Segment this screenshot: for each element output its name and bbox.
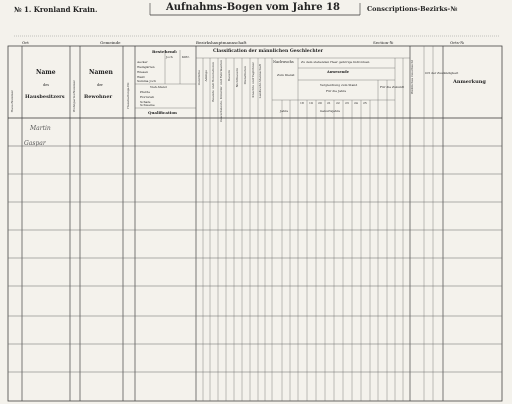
household-number-header: Haushaltungs-Nr. — [126, 82, 130, 109]
property-header: Bestehend: — [152, 49, 178, 54]
present-header: Anwesende — [327, 70, 349, 74]
bezirk-label: Bezirkshauptmannschaft — [196, 40, 247, 45]
class-col: Nichtbauern — [235, 68, 239, 88]
property-row: Weingärten — [137, 65, 155, 69]
residents-header-1: Namen — [89, 69, 113, 76]
jurisdiction-header: Ort der Zuständigkeit — [425, 71, 459, 75]
year-label: 21 — [327, 101, 331, 105]
for-years-header: Für die Jahre — [326, 89, 347, 93]
livestock-row: Schafe — [140, 100, 151, 104]
classification-header: Classification der männlichen Geschlechter — [213, 49, 323, 54]
property-col-joch: Joch — [166, 55, 173, 59]
conscription-district-label: Conscriptions-Bezirks-№ — [367, 5, 458, 13]
year-label: 19 — [309, 101, 313, 105]
property-row: Aecker — [137, 60, 148, 64]
kronland-label: № 1. Kronland Krain. — [14, 5, 98, 14]
year-label: 25 — [363, 101, 367, 105]
property-row: Summa Joch — [137, 79, 157, 83]
service-header: Zum Dienst — [277, 73, 295, 77]
owner-name-header-1: Name — [36, 69, 56, 76]
owner-name-header-2: des — [43, 83, 50, 87]
party-number-header: Wohnpartei-Nummer — [72, 80, 76, 113]
army-header: Zu dem stehenden Heer gehörige Individuen — [301, 60, 370, 64]
class-col: Geistliche — [197, 70, 201, 86]
birth-years-header: Geburtsjahre — [320, 109, 341, 113]
class-col: Dienstboten — [243, 66, 247, 85]
class-col: Landwehr-Mannschaft — [258, 64, 262, 99]
class-col: Knechte und Taglöhner — [251, 62, 255, 98]
handwritten-entry: Martin — [30, 125, 51, 132]
class-col: Bauern — [227, 70, 231, 82]
livestock-header: Vieh-Stand — [150, 85, 167, 89]
year-label: 20 — [318, 101, 322, 105]
year-label: 22 — [336, 101, 340, 105]
property-col-klftr: Klftr. — [182, 55, 190, 59]
section-label: Section-№ — [373, 40, 394, 45]
orts-label: Orts-№ — [450, 40, 464, 45]
ort-label: Ort — [22, 40, 29, 45]
year-label: 23 — [345, 101, 349, 105]
house-number-header: Haus-Nummer — [10, 90, 14, 113]
gemeinde-label: Gemeinde — [100, 40, 121, 45]
year-label: 24 — [354, 101, 358, 105]
class-col: Beamte und Honoratioren — [211, 62, 215, 102]
female-header: Weibliches Geschlecht — [410, 60, 414, 95]
class-col: Gewerbsleute, Künstler und Fabrikanten — [219, 60, 223, 123]
year-label: 18 — [300, 101, 304, 105]
future-header: Für die Zukunft — [380, 85, 405, 89]
residents-header-3: Bewohner — [84, 94, 113, 100]
class-col: Adelige — [204, 70, 208, 82]
qualification-header: Qualification — [148, 110, 177, 115]
livestock-row: Schweine — [140, 103, 155, 107]
livestock-row: Hornvieh — [140, 95, 155, 99]
owner-name-header-3: Hausbesitzers — [25, 94, 65, 100]
residents-header-2: der — [97, 83, 103, 87]
property-row: Wald — [137, 75, 145, 79]
handwritten-entry: Gaspar — [24, 140, 46, 147]
remarks-header: Anmerkung — [453, 79, 486, 85]
form-title: Aufnahms-Bogen vom Jahre 18 — [166, 2, 340, 13]
years-header: Jahre — [280, 109, 289, 113]
comparison-header: Vergleichung zum Stand — [320, 83, 358, 87]
livestock-row: Pferde — [140, 90, 151, 94]
property-row: Wiesen — [137, 70, 149, 74]
nachwuchs-header: Nachwuchs — [273, 60, 294, 64]
